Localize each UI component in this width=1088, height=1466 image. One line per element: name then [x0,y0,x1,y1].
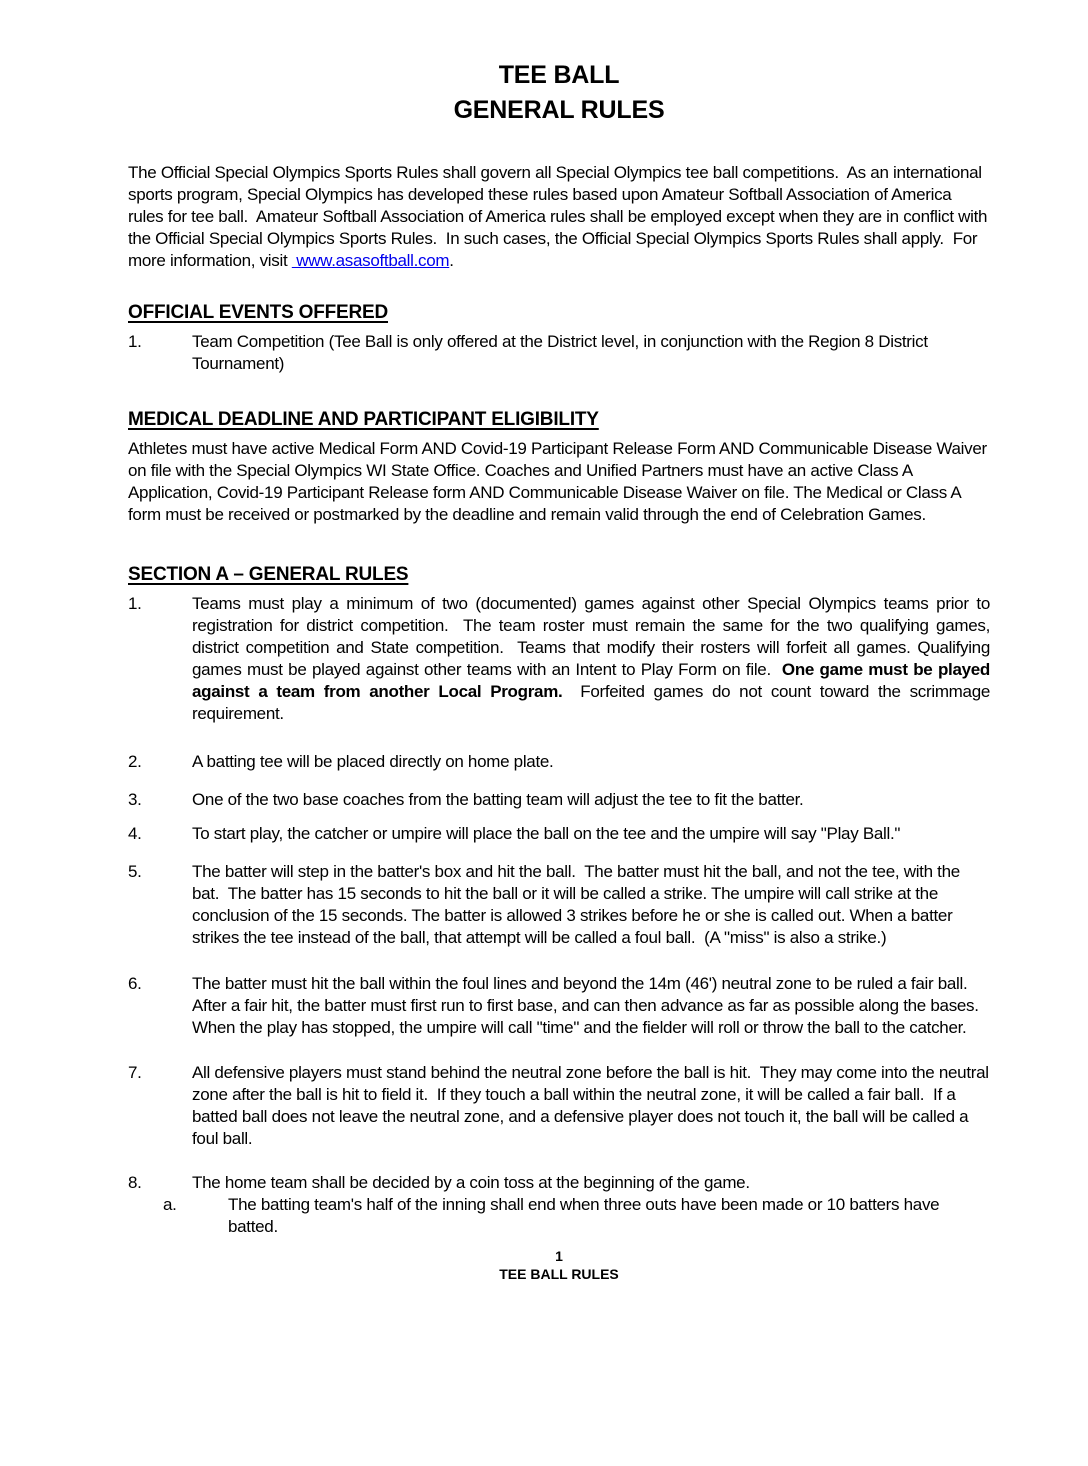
rule-8-number: 8. [128,1173,142,1192]
page-subtitle: GENERAL RULES [453,96,665,124]
rule-8a-number: a. [163,1195,177,1214]
rule-item-3 [128,789,990,811]
rule-2-text: A batting tee will be placed directly on home plate. [192,752,554,771]
rule-item-5 [128,861,990,949]
intro-paragraph [128,162,990,272]
rule-1-number: 1. [128,594,142,613]
rule-1-text-before-bold: Teams must play a minimum of two (documented) games against other Special Olympics teams prior to registration for district competition. The team roster must remain the same for the two qualifying games, district competition and State competition. Teams that modify their rosters will forfeit all games. Qualifying games must be played against other teams with an Intent to Play Form on file. [192,594,995,679]
rule-3-number: 3. [128,790,142,809]
section-a-general-rules [128,562,995,1238]
rule-8a-text: The batting team's half of the inning shall end when three outs have been made or 10 batters have batted. [228,1195,944,1236]
medical-deadline-paragraph: Athletes must have active Medical Form AND Covid-19 Participant Release Form AND Communicable Disease Waiver on file with the Special Olympics WI State Office. Coaches and Unified Partners must have an active Class A Application, Covid-19 Participant Release form AND Communicable Disease Waiver on file. The Medical or Class A form must be received or postmarked by the deadline and remain valid through the end of Celebration Games. [128,439,992,524]
document-page [0,58,1088,1466]
rule-item-8 [128,1172,990,1194]
footer-doc-label: TEE BALL RULES [499,1266,619,1282]
rule-1-text [192,593,995,725]
rule-5-text: The batter will step in the batter's box and hit the ball. The batter must hit the ball, and not the tee, with the bat. The batter has 15 seconds to hit the ball or it will be called a strike. The umpire will call strike at the conclusion of the 15 seconds. The batter is allowed 3 strikes before he or she is called out. When a batter strikes the tee instead of the ball, that attempt will be called a foul ball. (A "miss" is also a strike.) [192,862,965,947]
page-footer [128,1247,990,1283]
document-title-block [128,58,990,128]
rule-item-1 [128,593,995,725]
intro-text: The Official Special Olympics Sports Rules shall govern all Special Olympics tee ball competitions. As an international sports program, Special Olympics has developed these rules based upon Amateur Softball Association of America rules for tee ball. Amateur Softball Association of America rules shall be employed except when they are in conflict with the Official Special Olympics Sports Rules. In such cases, the Official Special Olympics Sports Rules shall apply. For more information, visit [128,163,992,270]
rule-7-text: All defensive players must stand behind the neutral zone before the ball is hit. They may come into the neutral zone after the ball is hit to field it. If they touch a ball within the neutral zone, it will be called a fair ball. If a batted ball does not leave the neutral zone, and a defensive player does not touch it, the ball will be called a foul ball. [192,1063,994,1148]
rule-item-8a [128,1194,990,1238]
rule-4-text: To start play, the catcher or umpire will place the ball on the tee and the umpire will say "Play Ball." [192,824,901,843]
rule-2-number: 2. [128,752,142,771]
rule-5-number: 5. [128,862,142,881]
medical-deadline-heading: MEDICAL DEADLINE AND PARTICIPANT ELIGIBILITY [128,409,599,430]
official-events-heading: OFFICIAL EVENTS OFFERED [128,302,389,323]
event-item-text: Team Competition (Tee Ball is only offered at the District level, in conjunction with the Region 8 District Tournament) [192,332,932,373]
rule-6-number: 6. [128,974,142,993]
rule-1-bold-text: One game must be played against a team from another Local Program. [192,660,995,701]
event-item [128,331,990,375]
section-medical-deadline [128,407,990,526]
rule-7-number: 7. [128,1063,142,1082]
asasoftball-link[interactable]: www.asasoftball.com [291,251,450,270]
rule-8-text: The home team shall be decided by a coin toss at the beginning of the game. [192,1173,750,1192]
rule-item-7 [128,1062,994,1150]
rule-6-text: The batter must hit the ball within the foul lines and beyond the 14m (46') neutral zone to be ruled a fair ball. After a fair hit, the batter must first run to first base, and can then advance as far as possible along the bases. When the play has stopped, the umpire will call "time" and the fielder will roll or throw the ball to the catcher. [192,974,988,1037]
footer-page-number: 1 [555,1248,563,1264]
intro-text-after-link: . [449,251,454,270]
rule-3-text: One of the two base coaches from the batting team will adjust the tee to fit the batter. [192,790,804,809]
page-title: TEE BALL [498,61,620,89]
rule-4-number: 4. [128,824,142,843]
rule-item-4 [128,823,990,845]
rule-item-2 [128,751,990,773]
section-official-events [128,300,990,375]
section-a-heading: SECTION A – GENERAL RULES [128,564,409,585]
rule-item-6 [128,973,990,1039]
rule-1-text-after-bold: Forfeited games do not count toward the scrimmage requirement. [192,682,995,723]
event-item-number: 1. [128,332,142,351]
